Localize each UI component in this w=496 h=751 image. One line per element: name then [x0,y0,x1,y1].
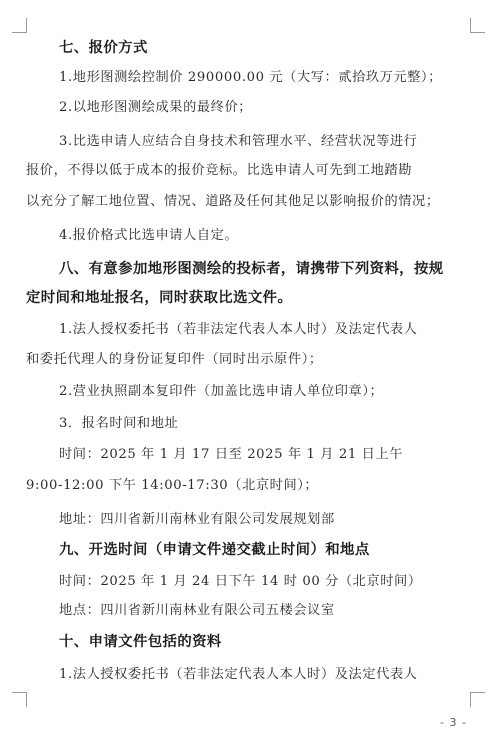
paragraph-line: 地址：四川省新川南林业有限公司发展规划部 [59,512,335,527]
paragraph-line: 1.法人授权委托书（若非法定代表人本人时）及法定代表人 [59,322,418,337]
paragraph-line: 时间：2025 年 1 月 24 日下午 14 时 00 分（北京时间） [59,574,422,589]
section-heading-8-continued: 定时间和地址报名，同时获取比选文件。 [26,290,293,306]
section-heading-8: 八、有意参加地形图测绘的投标者，请携带下列资料，按规 [59,261,444,277]
crop-mark-top-right [470,18,485,33]
paragraph-line: 和委托代理人的身份证复印件（同时出示原件）； [26,352,323,367]
paragraph-line: 3.比选申请人应结合自身技术和管理水平、经营状况等进行 [59,134,418,149]
crop-mark-bottom-left [12,692,27,707]
section-heading-7: 七、报价方式 [59,40,148,56]
crop-mark-top-left [12,18,27,33]
paragraph-line: 3．报名时间和地址 [59,416,179,431]
paragraph-line: 时间：2025 年 1 月 17 日至 2025 年 1 月 21 日上午 [59,447,404,462]
paragraph-line: 1.法人授权委托书（若非法定代表人本人时）及法定代表人 [59,667,418,682]
page-number: - 3 - [440,716,467,729]
section-heading-9: 九、开选时间（申请文件递交截止时间）和地点 [59,542,370,558]
section-heading-10: 十、申请文件包括的资料 [59,634,222,650]
crop-mark-bottom-right [470,692,485,707]
paragraph-line: 地点：四川省新川南林业有限公司五楼会议室 [59,603,335,618]
paragraph-line: 4.报价格式比选申请人自定。 [59,228,239,243]
paragraph-line: 2.营业执照副本复印件（加盖比选申请人单位印章）； [59,384,384,399]
paragraph-line: 以充分了解工地位置、情况、道路及任何其他足以影响报价的情况； [26,194,440,209]
paragraph-line: 报价，不得以低于成本的报价竞标。比选申请人可先到工地踏勘 [26,163,413,178]
paragraph-line: 9:00-12:00 下午 14:00-17:30（北京时间）； [26,478,319,493]
paragraph-line: 1.地形图测绘控制价 290000.00 元（大写：贰拾玖万元整）； [59,70,443,85]
paragraph-line: 2.以地形图测绘成果的最终价； [59,100,253,115]
